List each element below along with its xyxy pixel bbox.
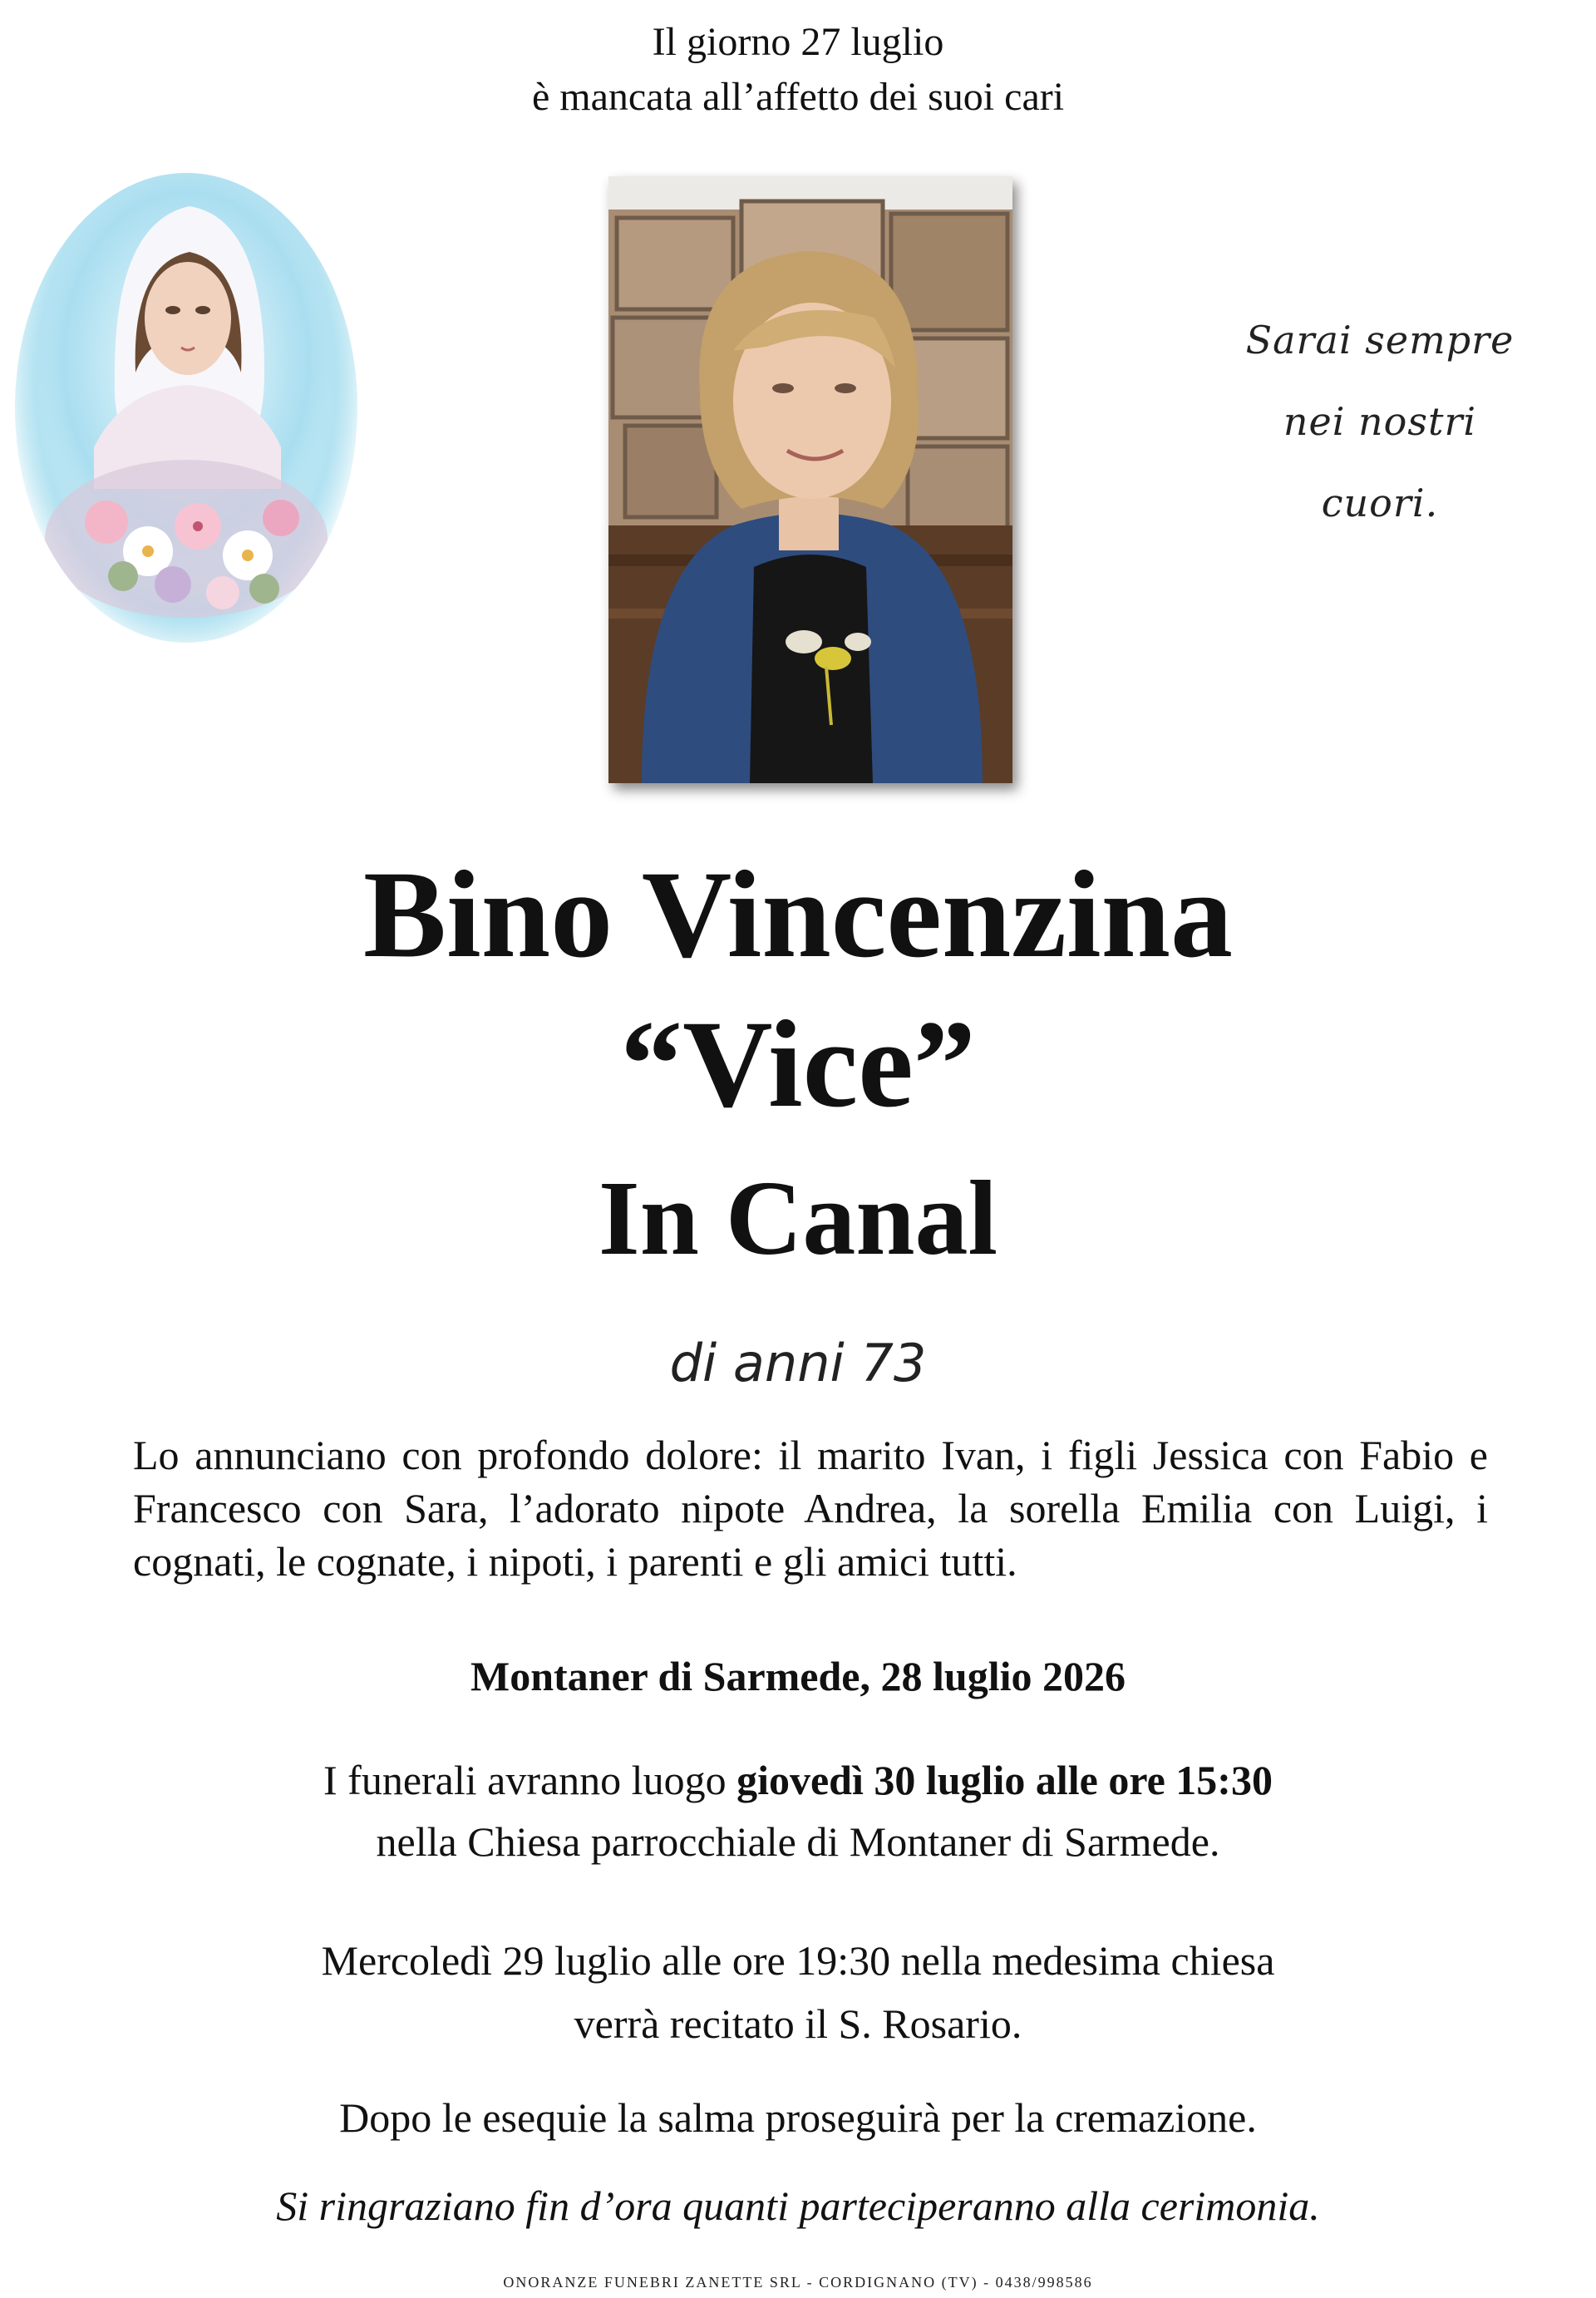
thanks-note: Si ringraziano fin d’ora quanti parteciperanno alla cerimonia. (276, 2182, 1320, 2229)
funeral-details (0, 1749, 1596, 1872)
funeral-home-footer: ONORANZE FUNEBRI ZANETTE SRL - CORDIGNANO (TV) - 0438/998586 (503, 2274, 1093, 2291)
deceased-name-block (0, 840, 1596, 1297)
rosary-details (0, 1929, 1596, 2055)
funeral-when: giovedì 30 luglio alle ore 15:30 (736, 1757, 1273, 1803)
funeral-prefix: I funerali avranno luogo (323, 1757, 737, 1803)
quote-line-3: cuori. (1321, 481, 1439, 525)
deceased-nickname: “Vice” (620, 995, 976, 1133)
intro-line-2: è mancata all’affetto dei suoi cari (531, 75, 1065, 119)
memorial-quote (1205, 299, 1554, 544)
funeral-line-2: nella Chiesa parrocchiale di Montaner di Sarmede. (376, 1818, 1220, 1865)
portrait-photo (608, 176, 1012, 783)
announcement-text: Lo annunciano con profondo dolore: il marito Ivan, i figli Jessica con Fabio e Francesco con Sara, l’adorato nipote Andrea, la sorella Emilia con Luigi, i cognati, le cognate, i nipoti, i parenti e gli amici tutti. (133, 1432, 1488, 1585)
madonna-image (15, 173, 357, 643)
intro-text (0, 15, 1596, 125)
quote-line-2: nei nostri (1283, 399, 1477, 444)
deceased-name: Bino Vincenzina (362, 846, 1234, 984)
quote-line-1: Sarai sempre (1245, 318, 1515, 362)
deceased-married-name: In Canal (598, 1159, 998, 1277)
deceased-age: di anni 73 (669, 1333, 927, 1393)
rosary-line-1: Mercoledì 29 luglio alle ore 19:30 nella medesima chiesa (321, 1937, 1275, 1984)
cremation-note: Dopo le esequie la salma proseguirà per la cremazione. (339, 2094, 1257, 2141)
rosary-line-2: verrà recitato il S. Rosario. (574, 2000, 1022, 2047)
funeral-line-1 (0, 1749, 1596, 1811)
intro-line-1: Il giorno 27 luglio (652, 20, 944, 64)
place-date: Montaner di Sarmede, 28 luglio 2026 (470, 1653, 1126, 1699)
